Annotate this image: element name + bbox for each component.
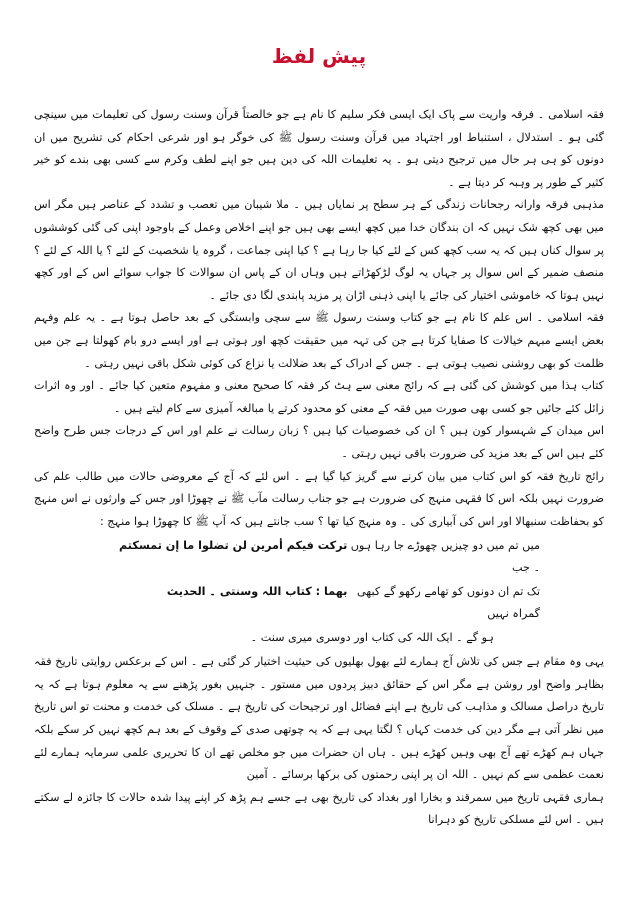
hadith-translation: تک تم ان دونوں کو تھامے رکھو گے کبھی گمراہ نہیں: [356, 585, 540, 621]
hadith-translation-tail: ہو گے ۔ ایک اللہ کی کتاب اور دوسری میری سنت ۔: [250, 631, 494, 645]
document-body: [34, 104, 604, 832]
paragraph: مذہبی فرقہ وارانہ رجحانات زندگی کے ہر سطح پر نمایاں ہیں ۔ ملا شیبان میں تعصب و تشدد کے عناصر ہیں مگر اس میں بھی کچھ شک نہیں کہ ان بندگان خدا میں کچھ ایسے بھی ہیں جو اپنے اخلاص وعمل کے باوجود اپنی کی گئی کوششوں پر سوال کناں ہیں کہ یہ سب کچھ کس کے لئے کیا جا رہا ہے ؟ کیا اپنی جماعت ، گروہ یا شخصیت کے لئے ؟ یا اللہ کے لئے ؟ منصف ضمیر کے اس سوال پر جہاں یہ لوگ لڑکھڑاتے ہیں وہاں ان کے پاس ان سوالات کا جواب سوائے اس کے اور کچھ نہیں ہوتا کہ خاموشی اختیار کی جائے یا اپنی ذہنی اڑان پر مزید پابندی لگا دی جائے ۔: [34, 198, 604, 302]
paragraph: یہی وہ مقام ہے جس کی تلاش آج ہمارے لئے بھول بھلیوں کی حیثیت اختیار کر گئی ہے ۔ اس کے برعکس روایتی تاریخ فقہ بظاہر واضح اور روشن ہے مگر اس کے حقائق دبیز پردوں میں مستور ۔ جنہیں بغور پڑھنے سے یہ معلوم ہوتا ہے کہ یہ تاریخ دراصل مسالک و مذاہب کی تاریخ ہے اپنے فضائل اور ترجیحات کی تاریخ ہے ۔ مسلک کی خدمت و محنت تو اس تاریخ میں نظر آتی ہے مگر دین کی خدمت کہاں ؟ لگتا یہی ہے کہ یہ چوتھی صدی کے وقوف کے بعد ہم کچھ نہیں کر سکے بلکہ جہاں ہم کھڑے تھے آج بھی وہیں کھڑے ہیں ۔ ہاں ان حضرات میں جو مخلص تھے ان کا تحریری علمی سرمایہ ہمارے لئے نعمت عظمی سے کم نہیں ۔ اللہ ان پر اپنی رحمتوں کی برکھا برسائے ۔ آمین: [34, 655, 604, 782]
hadith-quote-row: [34, 581, 604, 625]
hadith-quote-row: [34, 535, 604, 579]
hadith-arabic: ترکت فیکم أمرین لن تضلوا ما إن تمسکتم: [118, 539, 348, 553]
paragraph: رائج تاریخ فقہ کو اس کتاب میں بیان کرنے سے گریز کیا گیا ہے ۔ اس لئے کہ آج کے معروضی حالات میں طالب علم کی ضرورت نہیں بلکہ اس کا فقہی منہج کی ضرورت ہے جو جناب رسالت مآب ﷺ نے چھوڑا اور جس کے وارثوں نے اس منہج کو بحفاظت سنبھالا اور اس کی آبیاری کی ۔ وہ منہج کیا تھا ؟ سب جانتے ہیں کہ آپ ﷺ کا چھوڑا ہوا منہج :: [34, 469, 604, 528]
hadith-translation: میں تم میں دو چیزیں چھوڑے جا رہا ہوں ۔ جب: [350, 539, 540, 575]
paragraph: اس میدان کے شہسوار کون ہیں ؟ ان کی خصوصیات کیا ہیں ؟ زبان رسالت نے علم اور اس کے درجات جس طرح واضح کئے ہیں اس کے بعد مزید کی ضرورت باقی نہیں رہتی ۔: [34, 424, 604, 460]
paragraph: کتاب ہذا میں کوشش کی گئی ہے کہ رائج معنی سے ہٹ کر فقہ کا صحیح معنی و مفہوم متعین کیا جائے ۔ اور وہ اثرات زائل کئے جائیں جو کسی بھی صورت میں فقہ کے معنی کو محدود کرتے یا مبالغہ آمیزی سے کام لیتے ہیں ۔: [34, 379, 604, 415]
paragraph: فقہ اسلامی ۔ اس علم کا نام ہے جو کتاب وسنت رسول ﷺ سے سچی وابستگی کے بعد حاصل ہوتا ہے ۔ یہ علم وفہم بعض ایسے مبہم خیالات کا صفایا کرتا ہے جن کی تہہ میں حقیقت کچھ اور ہوتی ہے اور ایسے درو بام کھولتا ہے جن میں ظلمت کو بھی روشنی نصیب ہوتی ہے ۔ جس کے ادراک کے بعد ضلالت یا نزاع کی کوئی شکل باقی نہیں رہتی ۔: [34, 311, 604, 370]
paragraph: ہماری فقہی تاریخ میں سمرقند و بخارا اور بغداد کی تاریخ بھی ہے جسے ہم پڑھ کر اپنے پیدا شدہ حالات کا جائزہ لے سکتے ہیں ۔ اس لئے مسلکی تاریخ کو دہرانا: [34, 790, 604, 827]
page-title: پیش لفظ: [271, 44, 367, 68]
paragraph: فقہ اسلامی ۔ فرقہ واریت سے پاک ایک ایسی فکر سلیم کا نام ہے جو خالصتاً قرآن وسنت رسول کی تعلیمات میں سینچی گئی ہو ۔ استدلال ، استنباط اور اجتہاد میں قرآن وسنت رسول ﷺ کی خوگر ہو اور شرعی احکام کی تشریح میں ان دونوں کو ہی ہر حال میں ترجیح دیتی ہو ۔ یہ تعلیمات اللہ کی دین ہیں جو اپنے لطف وکرم سے کسی بھی بندے کو خیر کثیر کے طور پر وہبہ کر دیتا ہے ۔: [34, 108, 604, 189]
hadith-arabic: بھما : کتاب اللہ وسنتی ۔ الحدیث: [166, 585, 348, 599]
